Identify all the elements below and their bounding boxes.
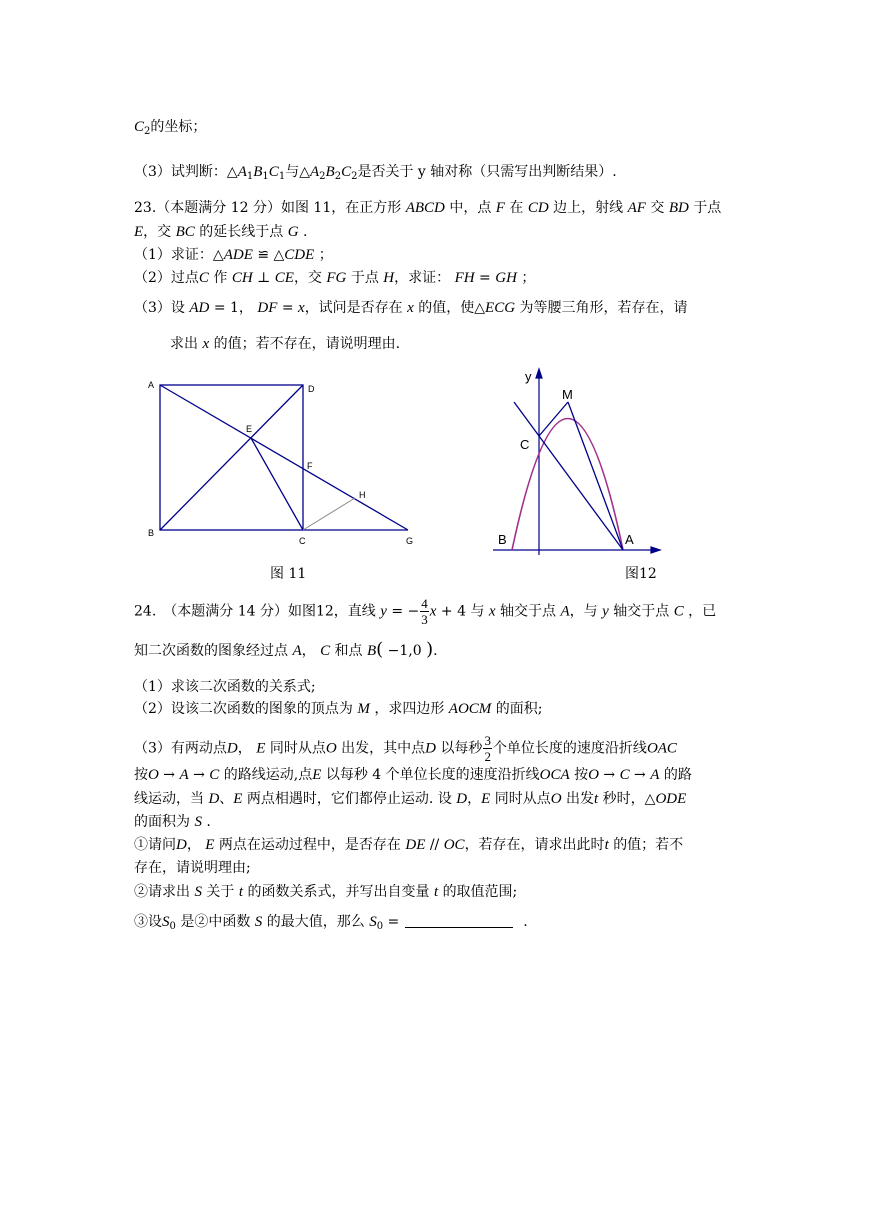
label-e: E [246,424,253,434]
q24-header: 24. （本题满分 14 分）如图12，直线 y = − $\frac{4}{3}$ x + 4 与 x 轴交于点 A，与 y 轴交于点 C ，已 [134,596,717,627]
q23-part2: （2）过点C 作 CH ⊥ CE，交 FG 于点 H，求证： FH = GH ； [134,270,536,286]
q24-sub3: ③设$S_0$ 是②中函数 S 的最大值，那么 $S_0$ = . [134,914,528,932]
figure-12 [488,365,668,560]
figure-11-caption: 图 11 [270,566,307,582]
c2-coordinate-line: $C_2$的坐标； [134,119,207,137]
label-c2: C [520,437,530,452]
answer-blank[interactable] [405,913,513,928]
ray-ag [160,385,408,530]
q23-part3-line2: 求出 x 的值；若不存在，请说明理由. [170,336,401,352]
label-c: C [299,536,306,546]
figure-12-caption: 图12 [625,566,657,582]
label-y-axis: y [525,369,532,384]
q24-part3-line4: 的面积为 S . [134,814,211,830]
label-m: M [562,387,573,402]
label-d: D [308,384,315,394]
fraction-4-3: $\frac{4}{3}$ [421,596,428,627]
q24-part3-line3: 线运动，当 D、E 两点相遇时，它们都停止运动. 设 D，E 同时从点O 出发t 秒时，△ODE [134,791,687,807]
q23-header-line2: E，交 BC 的延长线于点 G . [134,224,308,240]
label-b2: B [498,532,507,547]
q24-sub1-line2: 存在，请说明理由; [134,860,251,876]
q24-part2: （2）设该二次函数的图象的顶点为 M ，求四边形 AOCM 的面积; [134,701,543,717]
q24-sub1: ①请问D， E 两点在运动过程中，是否存在 DE // OC，若存在，请求出此时t 的值；若不 [134,837,684,853]
segment-ch [303,498,355,530]
label-g: G [406,536,414,546]
fraction-3-2: $\frac{3}{2}$ [484,733,491,764]
segment-m-a [568,402,623,550]
q24-part1: （1）求该二次函数的关系式; [134,679,316,695]
q24-part3: （3）有两动点D， E 同时从点O 出发，其中点D 以每秒 $\frac{3}{2}$ 个单位长度的速度沿折线OAC [134,733,677,764]
y-axis-arrow [536,369,542,378]
q23-header: 23.（本题满分 12 分）如图 11，在正方形 ABCD 中，点 F 在 CD 边上，射线 AF 交 BD 于点 [134,200,722,216]
q24-part3-line2: 按O → A → C 的路线运动,点E 以每秒 4 个单位长度的速度沿折线OCA 按O → C → A 的路 [134,767,692,783]
figure-11 [140,372,430,557]
label-h: H [359,490,366,500]
label-a: A [148,380,155,390]
q23-part1: （1）求证：△ADE ≌ △CDE ； [134,247,333,263]
q24-header-line2: 知二次函数的图象经过点 A， C 和点 B( −1,0 ). [134,639,438,660]
segment-ec [251,438,303,530]
diagonal-bd [160,385,303,530]
label-b: B [148,528,155,538]
q22-part3: （3）试判断：$\triangle A_1B_1C_1$与$\triangle A_2B_2C_2$是否关于 y 轴对称（只需写出判断结果）. [134,164,617,182]
q23-part3: （3）设 AD = 1， DF = x，试问是否存在 x 的值，使△ECG 为等腰三角形，若存在，请 [134,300,688,316]
q24-sub2: ②请求出 S 关于 t 的函数关系式，并写出自变量 t 的取值范围; [134,884,518,900]
label-f: F [307,461,313,471]
label-a2: A [625,532,634,547]
x-axis-arrow [651,547,660,553]
